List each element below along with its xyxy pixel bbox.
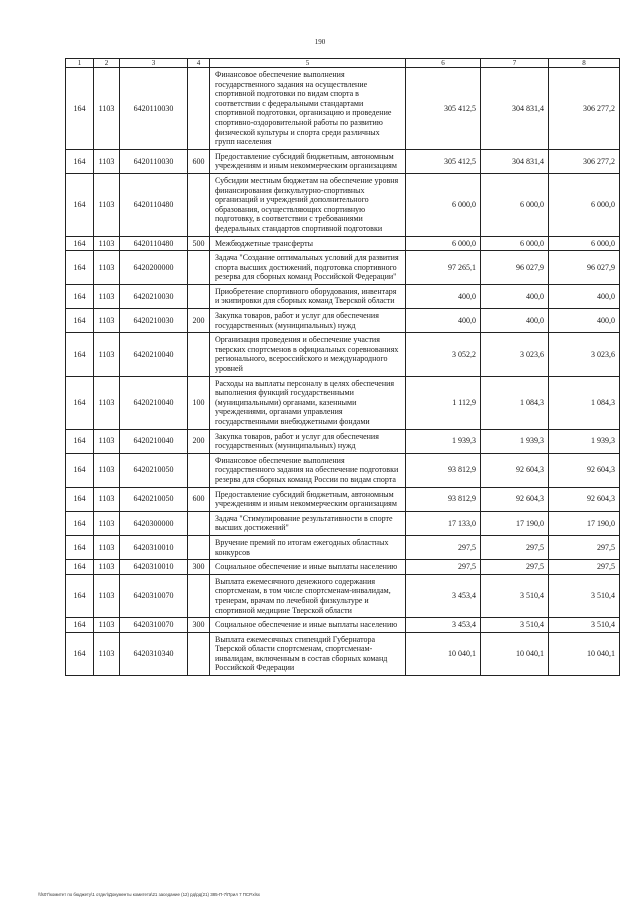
- cell-sum-2: 3 510,4: [481, 618, 549, 633]
- table-row: [66, 68, 620, 150]
- cell-ministry: 164: [66, 284, 94, 308]
- cell-expense-type: [188, 535, 210, 559]
- cell-sum-2: 92 604,3: [481, 453, 549, 487]
- cell-section: 1103: [94, 429, 120, 453]
- cell-target-article: 6420110030: [120, 149, 188, 173]
- cell-ministry: 164: [66, 574, 94, 617]
- cell-expense-type: [188, 511, 210, 535]
- cell-expense-type: 300: [188, 560, 210, 575]
- table-header-row: [66, 59, 620, 68]
- cell-ministry: 164: [66, 632, 94, 675]
- table-row: [66, 149, 620, 173]
- cell-section: 1103: [94, 511, 120, 535]
- cell-expense-type: [188, 632, 210, 675]
- column-header-8: 8: [549, 59, 620, 68]
- table-row: [66, 618, 620, 633]
- column-header-4: 4: [188, 59, 210, 68]
- cell-name: Закупка товаров, работ и услуг для обеспечения государственных (муниципальных) нужд: [210, 309, 406, 333]
- cell-sum-1: 93 812,9: [406, 453, 481, 487]
- cell-target-article: 6420210040: [120, 429, 188, 453]
- cell-expense-type: 100: [188, 376, 210, 429]
- cell-sum-2: 10 040,1: [481, 632, 549, 675]
- cell-name: Выплата ежемесячных стипендий Губернатора Тверской области спортсменам, спортсменам-инвалидам, включенным в состав сборных команд Российской Федерации: [210, 632, 406, 675]
- cell-sum-2: 3 023,6: [481, 333, 549, 376]
- cell-ministry: 164: [66, 149, 94, 173]
- column-header-1: 1: [66, 59, 94, 68]
- column-header-3: 3: [120, 59, 188, 68]
- table-row: [66, 632, 620, 675]
- cell-expense-type: [188, 284, 210, 308]
- cell-ministry: 164: [66, 251, 94, 285]
- cell-sum-3: 1 084,3: [549, 376, 620, 429]
- table-row: [66, 487, 620, 511]
- table-row: [66, 574, 620, 617]
- cell-sum-2: 6 000,0: [481, 173, 549, 236]
- cell-ministry: 164: [66, 429, 94, 453]
- cell-section: 1103: [94, 236, 120, 251]
- table-row: [66, 236, 620, 251]
- table-row: [66, 309, 620, 333]
- cell-sum-3: 6 000,0: [549, 173, 620, 236]
- cell-expense-type: 500: [188, 236, 210, 251]
- cell-sum-3: 297,5: [549, 535, 620, 559]
- cell-sum-2: 1 939,3: [481, 429, 549, 453]
- cell-target-article: 6420210050: [120, 487, 188, 511]
- cell-name: Финансовое обеспечение выполнения государственного задания на осуществление спортивной подготовки по видам спорта в соответствии с федеральными стандартами спортивной подготовки, организацию и проведение спортивно-оздоровительной работы по развитию физической культуры и спорта среди различных групп населения: [210, 68, 406, 150]
- cell-expense-type: 200: [188, 309, 210, 333]
- cell-sum-3: 6 000,0: [549, 236, 620, 251]
- cell-expense-type: 600: [188, 149, 210, 173]
- cell-target-article: 6420110030: [120, 68, 188, 150]
- cell-sum-1: 297,5: [406, 560, 481, 575]
- cell-target-article: 6420210050: [120, 453, 188, 487]
- cell-ministry: 164: [66, 618, 94, 633]
- cell-sum-1: 400,0: [406, 284, 481, 308]
- cell-sum-2: 304 831,4: [481, 68, 549, 150]
- cell-sum-3: 92 604,3: [549, 453, 620, 487]
- cell-name: Социальное обеспечение и иные выплаты населению: [210, 618, 406, 633]
- cell-sum-1: 6 000,0: [406, 236, 481, 251]
- cell-ministry: 164: [66, 376, 94, 429]
- cell-sum-2: 1 084,3: [481, 376, 549, 429]
- cell-section: 1103: [94, 618, 120, 633]
- cell-ministry: 164: [66, 333, 94, 376]
- cell-section: 1103: [94, 284, 120, 308]
- cell-sum-3: 17 190,0: [549, 511, 620, 535]
- cell-sum-2: 304 831,4: [481, 149, 549, 173]
- cell-section: 1103: [94, 376, 120, 429]
- table-row: [66, 535, 620, 559]
- cell-expense-type: 600: [188, 487, 210, 511]
- cell-sum-1: 1 939,3: [406, 429, 481, 453]
- cell-target-article: 6420210040: [120, 333, 188, 376]
- cell-expense-type: [188, 68, 210, 150]
- cell-sum-1: 6 000,0: [406, 173, 481, 236]
- cell-target-article: 6420310340: [120, 632, 188, 675]
- cell-name: Предоставление субсидий бюджетным, автономным учреждениям и иным некоммерческим организациям: [210, 149, 406, 173]
- cell-target-article: 6420110480: [120, 236, 188, 251]
- cell-section: 1103: [94, 487, 120, 511]
- cell-ministry: 164: [66, 309, 94, 333]
- cell-sum-3: 3 510,4: [549, 618, 620, 633]
- cell-name: Предоставление субсидий бюджетным, автономным учреждениям и иным некоммерческим организациям: [210, 487, 406, 511]
- cell-sum-2: 400,0: [481, 284, 549, 308]
- column-header-7: 7: [481, 59, 549, 68]
- cell-ministry: 164: [66, 173, 94, 236]
- cell-sum-1: 3 453,4: [406, 618, 481, 633]
- cell-target-article: 6420310010: [120, 535, 188, 559]
- cell-sum-1: 297,5: [406, 535, 481, 559]
- budget-table: [65, 58, 620, 676]
- table-body: [66, 68, 620, 676]
- cell-target-article: 6420210030: [120, 309, 188, 333]
- cell-sum-2: 92 604,3: [481, 487, 549, 511]
- file-path-footer: \\fs07\комитет по бюджету\1 отдел\Документы комитета\21 заседание (12) рд\рд(21) 385-П-7\Прил 7 ПСР.xlsx: [38, 892, 260, 897]
- cell-sum-3: 3 510,4: [549, 574, 620, 617]
- cell-name: Финансовое обеспечение выполнения государственного задания на обеспечение подготовки резерва для сборных команд России по видам спорта: [210, 453, 406, 487]
- cell-sum-2: 297,5: [481, 560, 549, 575]
- cell-sum-2: 400,0: [481, 309, 549, 333]
- cell-sum-1: 1 112,9: [406, 376, 481, 429]
- cell-sum-1: 17 133,0: [406, 511, 481, 535]
- cell-expense-type: 300: [188, 618, 210, 633]
- cell-name: Приобретение спортивного оборудования, инвентаря и экипировки для сборных команд Тверской области: [210, 284, 406, 308]
- cell-name: Задача "Создание оптимальных условий для развития спорта высших достижений, подготовка спортивного резерва для сборных команд Российской Федерации": [210, 251, 406, 285]
- cell-sum-3: 297,5: [549, 560, 620, 575]
- cell-name: Выплата ежемесячного денежного содержания спортсменам, в том числе спортсменам-инвалидам, тренерам, врачам по лечебной физкультуре и спортивной медицине Тверской области: [210, 574, 406, 617]
- cell-name: Организация проведения и обеспечение участия тверских спортсменов в официальных соревнованиях регионального, всероссийского и международного уровней: [210, 333, 406, 376]
- cell-section: 1103: [94, 309, 120, 333]
- cell-sum-1: 93 812,9: [406, 487, 481, 511]
- cell-sum-3: 1 939,3: [549, 429, 620, 453]
- cell-target-article: 6420210040: [120, 376, 188, 429]
- column-header-6: 6: [406, 59, 481, 68]
- cell-ministry: 164: [66, 236, 94, 251]
- table-row: [66, 511, 620, 535]
- cell-ministry: 164: [66, 453, 94, 487]
- cell-target-article: 6420310070: [120, 618, 188, 633]
- cell-expense-type: 200: [188, 429, 210, 453]
- cell-sum-1: 305 412,5: [406, 68, 481, 150]
- cell-expense-type: [188, 574, 210, 617]
- cell-sum-3: 3 023,6: [549, 333, 620, 376]
- cell-name: Социальное обеспечение и иные выплаты населению: [210, 560, 406, 575]
- cell-sum-1: 97 265,1: [406, 251, 481, 285]
- cell-name: Закупка товаров, работ и услуг для обеспечения государственных (муниципальных) нужд: [210, 429, 406, 453]
- cell-name: Межбюджетные трансферты: [210, 236, 406, 251]
- cell-ministry: 164: [66, 68, 94, 150]
- cell-section: 1103: [94, 535, 120, 559]
- cell-name: Расходы на выплаты персоналу в целях обеспечения выполнения функций государственными (муниципальными) органами, казенными учреждениями, органами управления государственными внебюджетными фондами: [210, 376, 406, 429]
- cell-sum-3: 400,0: [549, 309, 620, 333]
- cell-sum-1: 3 453,4: [406, 574, 481, 617]
- table-row: [66, 333, 620, 376]
- cell-sum-1: 10 040,1: [406, 632, 481, 675]
- column-header-2: 2: [94, 59, 120, 68]
- cell-ministry: 164: [66, 535, 94, 559]
- table-row: [66, 453, 620, 487]
- cell-section: 1103: [94, 149, 120, 173]
- column-header-5: 5: [210, 59, 406, 68]
- cell-section: 1103: [94, 333, 120, 376]
- cell-expense-type: [188, 333, 210, 376]
- cell-section: 1103: [94, 560, 120, 575]
- table-row: [66, 429, 620, 453]
- cell-sum-2: 297,5: [481, 535, 549, 559]
- cell-ministry: 164: [66, 560, 94, 575]
- cell-sum-3: 96 027,9: [549, 251, 620, 285]
- cell-section: 1103: [94, 574, 120, 617]
- table-row: [66, 251, 620, 285]
- cell-name: Субсидии местным бюджетам на обеспечение уровня финансирования физкультурно-спортивных организаций и учреждений дополнительного образования, осуществляющих спортивную подготовку, в соответствии с требованиями федеральных стандартов спортивной подготовки: [210, 173, 406, 236]
- cell-sum-3: 306 277,2: [549, 149, 620, 173]
- cell-sum-2: 17 190,0: [481, 511, 549, 535]
- cell-target-article: 6420200000: [120, 251, 188, 285]
- cell-ministry: 164: [66, 511, 94, 535]
- cell-target-article: 6420310070: [120, 574, 188, 617]
- cell-name: Вручение премий по итогам ежегодных областных конкурсов: [210, 535, 406, 559]
- table-row: [66, 560, 620, 575]
- cell-sum-3: 306 277,2: [549, 68, 620, 150]
- cell-sum-1: 3 052,2: [406, 333, 481, 376]
- cell-sum-1: 400,0: [406, 309, 481, 333]
- page-number: 190: [314, 38, 326, 46]
- cell-section: 1103: [94, 251, 120, 285]
- cell-sum-3: 92 604,3: [549, 487, 620, 511]
- cell-target-article: 6420310010: [120, 560, 188, 575]
- table-row: [66, 284, 620, 308]
- table-row: [66, 376, 620, 429]
- cell-ministry: 164: [66, 487, 94, 511]
- cell-sum-2: 3 510,4: [481, 574, 549, 617]
- cell-name: Задача "Стимулирование результативности в спорте высших достижений": [210, 511, 406, 535]
- cell-target-article: 6420110480: [120, 173, 188, 236]
- cell-section: 1103: [94, 453, 120, 487]
- cell-section: 1103: [94, 173, 120, 236]
- cell-target-article: 6420300000: [120, 511, 188, 535]
- cell-sum-3: 400,0: [549, 284, 620, 308]
- cell-sum-2: 96 027,9: [481, 251, 549, 285]
- cell-sum-1: 305 412,5: [406, 149, 481, 173]
- cell-section: 1103: [94, 632, 120, 675]
- cell-sum-2: 6 000,0: [481, 236, 549, 251]
- cell-expense-type: [188, 251, 210, 285]
- cell-expense-type: [188, 173, 210, 236]
- cell-expense-type: [188, 453, 210, 487]
- cell-sum-3: 10 040,1: [549, 632, 620, 675]
- cell-target-article: 6420210030: [120, 284, 188, 308]
- cell-section: 1103: [94, 68, 120, 150]
- table-row: [66, 173, 620, 236]
